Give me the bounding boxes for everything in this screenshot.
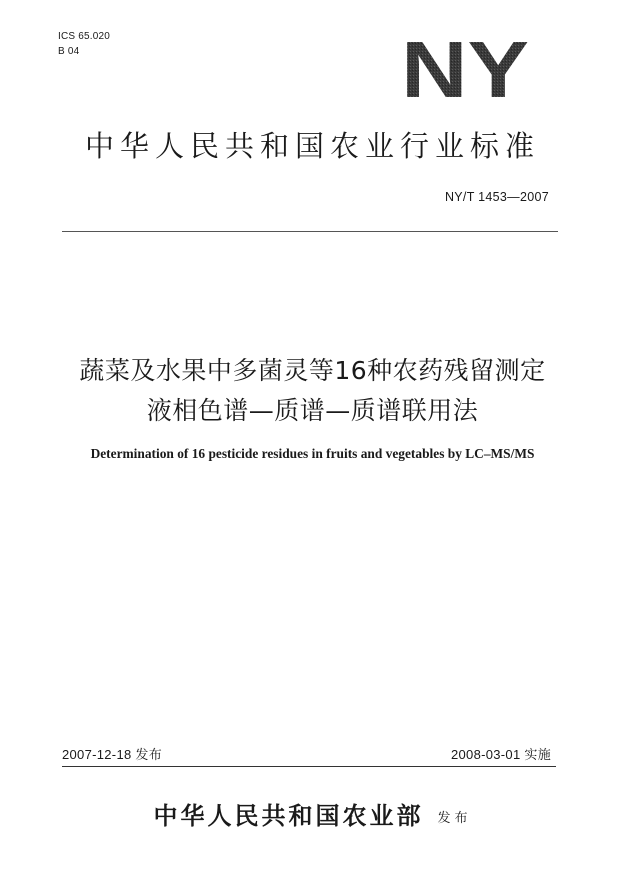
document-title-line2: 液相色谱—质谱—质谱联用法 <box>146 396 479 425</box>
ny-logo <box>398 33 532 103</box>
ics-code: ICS 65.020 <box>58 31 111 42</box>
effective-date: 2008-03-01 实施 <box>450 747 551 762</box>
standard-category-title: 中华人民共和国农业行业标准 <box>84 129 540 163</box>
document-title-english: Determination of 16 pesticide residues in fruits and vegetables by LC–MS/MS <box>90 446 535 461</box>
standard-number: NY/T 1453—2007 <box>444 190 549 204</box>
issue-date: 2007-12-18 发布 <box>62 747 163 762</box>
publisher-line <box>0 796 625 831</box>
ny-logo-text: NY <box>401 33 529 103</box>
footer-divider <box>62 766 556 767</box>
publisher-name: 中华人民共和国农业部 <box>153 801 424 830</box>
category-code: B 04 <box>58 46 80 57</box>
publisher-action: 发布 <box>437 811 472 826</box>
document-title-line1: 蔬菜及水果中多菌灵等16种农药残留测定 <box>79 356 546 385</box>
header-divider <box>62 231 558 232</box>
classification-codes <box>58 29 110 59</box>
